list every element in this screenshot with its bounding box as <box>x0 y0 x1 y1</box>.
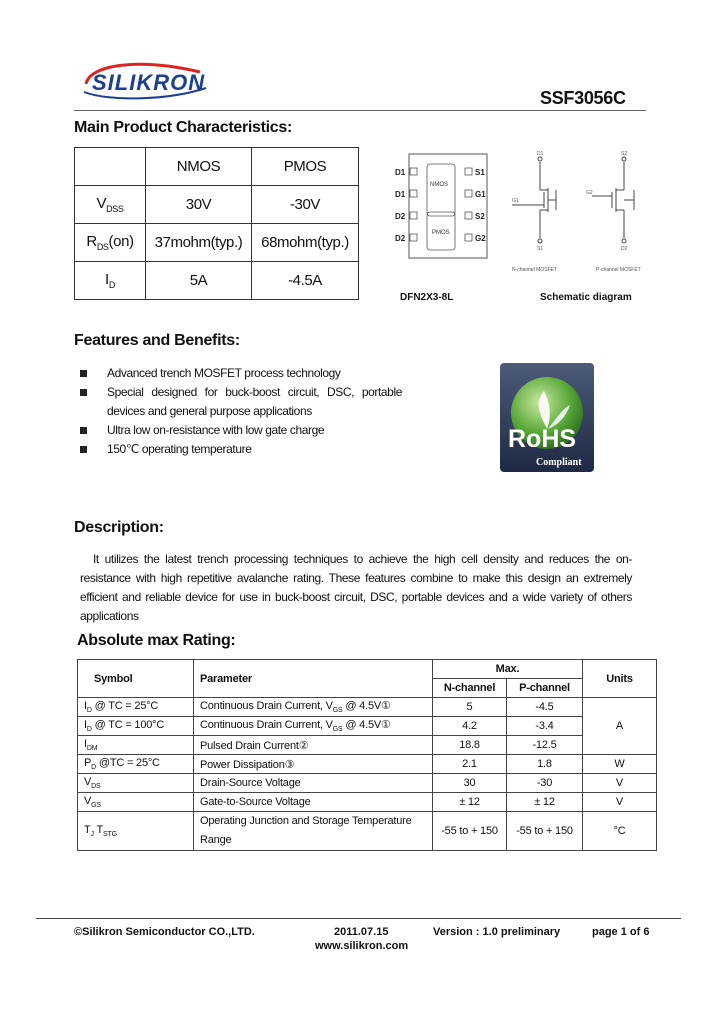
absolute-max-table <box>77 659 657 851</box>
unit-cell: W <box>583 755 657 774</box>
list-item: Ultra low on-resistance with low gate charge <box>80 421 402 440</box>
schem-pin: D2 <box>621 246 628 252</box>
unit-cell: °C <box>583 812 657 851</box>
unit-cell: V <box>583 793 657 812</box>
header-parameter: Parameter <box>194 660 433 698</box>
pin-label: D2 <box>395 234 406 243</box>
table-row: $V_{DS}$ Drain-Source Voltage 30 -30 V <box>78 774 657 793</box>
header-nchannel: N-channel <box>433 679 507 698</box>
features-title: Features and Benefits: <box>74 332 240 349</box>
schematic-diagram <box>512 150 652 280</box>
header-symbol: Symbol <box>78 660 194 698</box>
header-pchannel: P-channel <box>507 679 583 698</box>
footer-version: Version : 1.0 preliminary <box>433 926 561 938</box>
bullet-icon <box>80 370 87 377</box>
description-title: Description: <box>74 519 164 536</box>
schem-pin: G1 <box>512 198 519 204</box>
footer-page: page 1 of 6 <box>592 926 650 938</box>
bullet-icon <box>80 427 87 434</box>
die-label-pmos: PMOS <box>432 230 450 236</box>
schematic-caption: Schematic diagram <box>540 292 632 303</box>
header-units: Units <box>583 660 657 698</box>
table-row: $V_{DSS}$ 30V -30V <box>75 186 359 224</box>
footer-divider <box>36 918 681 919</box>
table-header-empty <box>75 148 146 186</box>
table-row: $I_D$ @ TC = 100°C Continuous Drain Current, $V_{GS}$ @ 4.5V① 4.2 -3.4 <box>78 717 657 736</box>
unit-cell: A <box>583 698 657 755</box>
table-row: $I_{DM}$ Pulsed Drain Current② 18.8 -12.5 <box>78 736 657 755</box>
bullet-icon <box>80 389 87 396</box>
company-logo <box>80 62 210 102</box>
package-caption: DFN2X3-8L <box>400 292 454 303</box>
table-row: $P_D$ @TC = 25°C Power Dissipation③ 2.1 1.8 W <box>78 755 657 774</box>
absolute-max-title: Absolute max Rating: <box>77 632 236 649</box>
table-header-pmos: PMOS <box>252 148 359 186</box>
rohs-subtext: Compliant <box>536 457 582 468</box>
table-row: $V_{GS}$ Gate-to-Source Voltage ± 12 ± 12 V <box>78 793 657 812</box>
footer-website[interactable]: www.silikron.com <box>315 940 409 952</box>
table-row: $R_{DS}(on)$ 37mohm(typ.) 68mohm(typ.) <box>75 224 359 262</box>
table-row: $T_J$ $T_{STG}$ Operating Junction and Storage Temperature Range -55 to + 150 -55 to + 150 °C <box>78 812 657 851</box>
package-diagram <box>393 150 503 262</box>
table-header-nmos: NMOS <box>146 148 252 186</box>
pin-label: S1 <box>475 168 485 177</box>
schem-pin: D1 <box>537 151 544 157</box>
main-characteristics-table <box>74 147 359 300</box>
schem-pin: S1 <box>537 246 544 252</box>
pin-label: D1 <box>395 190 406 199</box>
list-item: Advanced trench MOSFET process technology <box>80 364 402 383</box>
footer-date: 2011.07.15 <box>334 926 389 938</box>
table-row: $I_D$ @ TC = 25°C Continuous Drain Current, $V_{GS}$ @ 4.5V① 5 -4.5 A <box>78 698 657 717</box>
list-item: Special designed for buck-boost circuit, DSC, portable devices and general purpose applications <box>80 383 402 421</box>
table-row: $I_D$ 5A -4.5A <box>75 262 359 300</box>
rohs-text: RoHS <box>508 425 577 453</box>
list-item: 150℃ operating temperature <box>80 440 402 459</box>
pin-label: G1 <box>475 190 486 199</box>
rohs-leaf-icon <box>500 363 594 472</box>
pin-label: D1 <box>395 168 406 177</box>
part-number: SSF3056C <box>540 88 626 108</box>
header-max: Max. <box>433 660 583 679</box>
main-characteristics-title: Main Product Characteristics: <box>74 119 293 136</box>
schem-pin: G2 <box>586 190 593 196</box>
schem-pin: S2 <box>621 151 628 157</box>
pin-label: G2 <box>475 234 486 243</box>
description-text: It utilizes the latest trench processing techniques to achieve the high cell density and reduces the on-resistance with high repetitive avalanche rating. These features combine to make this design an extremely efficient and reliable device for use in buck-boost circuit, DSC, portable devices and a wide variety of others applications <box>80 552 632 623</box>
bullet-icon <box>80 446 87 453</box>
rohs-badge <box>500 363 594 472</box>
p-channel-label: P-channel MOSFET <box>596 267 641 273</box>
footer-company: ©Silikron Semiconductor CO.,LTD. <box>74 926 255 938</box>
header-divider <box>74 110 646 111</box>
pin-label: D2 <box>395 212 406 221</box>
unit-cell: V <box>583 774 657 793</box>
features-list <box>80 364 402 459</box>
logo-text: SILIKRON <box>92 70 206 95</box>
pin-label: S2 <box>475 212 485 221</box>
n-channel-label: N-channel MOSFET <box>512 267 558 273</box>
die-label-nmos: NMOS <box>430 182 448 188</box>
